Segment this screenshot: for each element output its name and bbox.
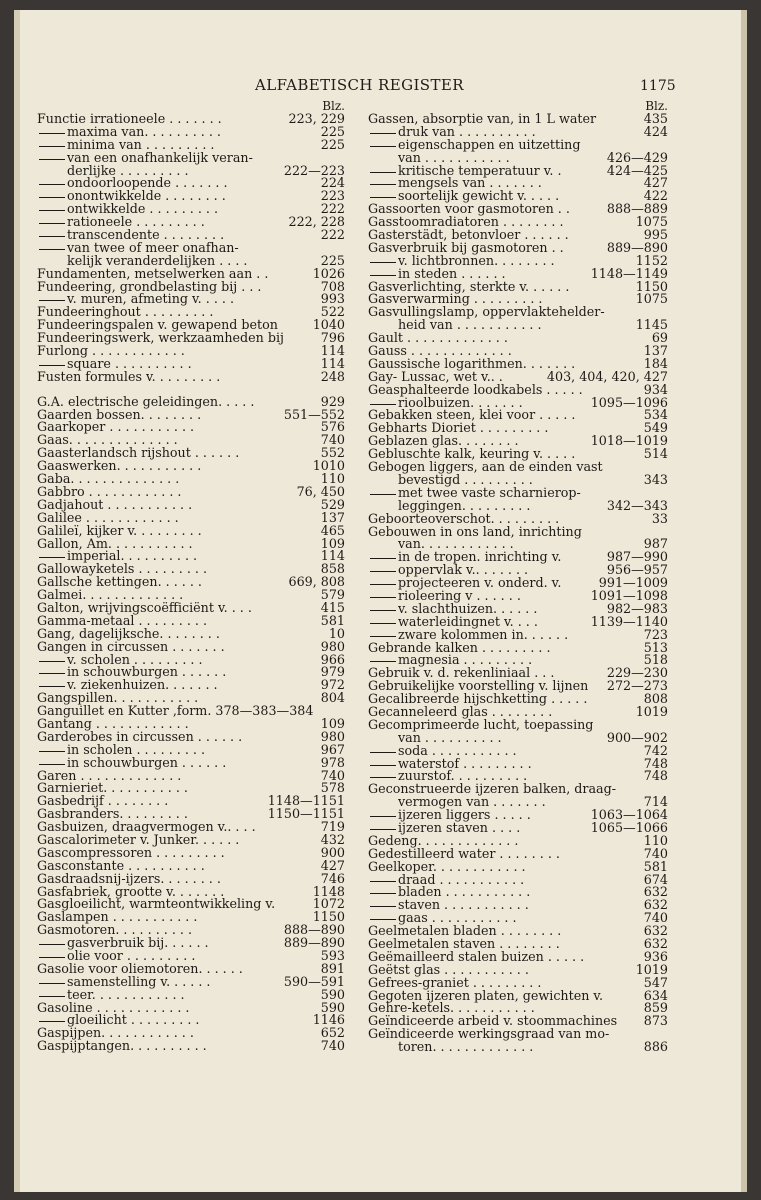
index-entry-text: Gauss . . . . . . . . . . . . . (368, 343, 512, 359)
index-entry-page: 652 (320, 1025, 345, 1041)
index-entry-text: met twee vaste scharnierop- (368, 487, 581, 500)
index-entry-page: 1145 (635, 317, 668, 333)
index-entry-page: 137 (643, 343, 668, 359)
index-entry-text: Fusten formules v. . . . . . . . . (37, 368, 221, 384)
index-entry-page: 534 (643, 407, 668, 423)
index-entry-page: 184 (643, 355, 668, 371)
index-entry-text: Galton, wrijvingscoëfficiënt v. . . . (37, 599, 252, 615)
index-entry-text: Geasphalteerde loodkabels . . . . . (368, 381, 583, 397)
index-entry-page: 1148 (312, 883, 345, 899)
index-entry-text: ijzeren staven . . . . (368, 822, 520, 835)
index-entry-text: Gedeng. . . . . . . . . . . . . (368, 832, 519, 848)
index-entry-page: 632 (643, 936, 668, 951)
index-entry-text: Gehre-ketels. . . . . . . . . . . (368, 1000, 535, 1016)
index-entry-text: Gabbro . . . . . . . . . . . . (37, 483, 182, 499)
index-entry-page: 708 (320, 278, 345, 294)
index-entry-text: in steden . . . . . . (368, 268, 506, 281)
index-entry-page: 427 (320, 857, 345, 873)
index-entry-page: 859 (643, 1000, 668, 1016)
index-entry-text: projecteeren v. onderd. v. (368, 577, 561, 590)
index-entry-text: Gaaswerken. . . . . . . . . . . (37, 458, 202, 474)
index-entry-text: Gasterstädt, betonvloer . . . . . . (368, 227, 569, 243)
index-entry-page: 987 (643, 536, 668, 552)
index-entry-page: 1150 (312, 909, 345, 925)
index-entry-text: Gadjahout . . . . . . . . . . . (37, 496, 193, 512)
index-entry-text: Gaba. . . . . . . . . . . . . . (37, 471, 180, 487)
index-entry-page: 547 (643, 974, 668, 990)
index-entry-text: Gassen, absorptie van, in 1 L water (368, 111, 597, 126)
index-entry-text: Gascalorimeter v. Junker. . . . . . (37, 831, 240, 847)
index-entry-text: v. slachthuizen. . . . . . (368, 603, 537, 616)
index-entry-page: 229—230 (606, 665, 668, 681)
index-entry-page: 900 (320, 844, 345, 860)
index-entry-page: 993 (320, 291, 345, 307)
index-entry-page: 76, 450 (296, 483, 345, 499)
index-entry-page: 980 (320, 638, 345, 654)
index-entry-text: Geëmailleerd stalen buizen . . . . . (368, 948, 585, 964)
index-entry-text: v. muren, afmeting v. . . . . (37, 293, 234, 306)
index-entry-text: Gasgloeilicht, warmteontwikkeling v. (37, 896, 276, 912)
index-entry-text: in schouwburgen . . . . . . (37, 757, 226, 770)
index-entry-page: 632 (643, 897, 668, 913)
index-entry-text: Fundeeringhout . . . . . . . . . (37, 304, 214, 320)
index-entry-page: 1019 (635, 961, 668, 977)
index-entry-text: maxima van. . . . . . . . . . (37, 126, 221, 139)
index-entry-text: Galilee . . . . . . . . . . . . (37, 509, 179, 525)
index-entry-text: transcendente . . . . . . . . (37, 229, 224, 242)
index-entry-text: olie voor . . . . . . . . . (37, 950, 195, 963)
index-entry-page: 549 (643, 420, 668, 436)
index-entry-page: 248 (320, 368, 345, 384)
index-entry-text: waterstof . . . . . . . . . (368, 758, 532, 771)
index-entry-text: Fundeeringspalen v. gewapend beton (37, 317, 278, 333)
index-entry-page: 796 (320, 330, 345, 346)
index-entry-page: 581 (643, 858, 668, 874)
index-entry-page: 225 (320, 252, 345, 268)
index-entry-text: Gasfabriek, grootte v. . . . . . . (37, 883, 225, 899)
index-entry-page: 1018—1019 (590, 433, 668, 449)
index-entry-page: 590 (320, 986, 345, 1002)
index-entry-text: Gallowayketels . . . . . . . . . (37, 561, 208, 577)
index-entry-page: 956—957 (606, 562, 668, 578)
index-entry-page: 740 (320, 767, 345, 783)
index-entry-text: Fundamenten, metselwerken aan . . (37, 265, 269, 281)
index-entry-text: Gaussische logarithmen. . . . . . . (368, 355, 576, 371)
index-entry-page: 110 (320, 471, 345, 487)
index-entry-text: derlijke . . . . . . . . . (67, 162, 189, 178)
index-entry-page: 1150—1151 (267, 806, 345, 822)
index-entry-text: Geconstrueerde ijzeren balken, draag- (368, 781, 617, 797)
index-entry-text: Gebogen liggers, aan de einden vast (368, 459, 603, 475)
index-entry-page: 900—902 (606, 729, 668, 745)
index-entry-text: bevestigd . . . . . . . . . (398, 471, 533, 487)
index-entry-page: 223 (320, 188, 345, 204)
index-entry-text: kelijk veranderdelijken . . . . (67, 252, 248, 268)
index-entry-page: 929 (320, 393, 345, 409)
index-entry-page: 522 (320, 304, 345, 320)
index-entry-text: Gasbranders. . . . . . . . . (37, 806, 188, 822)
index-entry-text: Gasoline . . . . . . . . . . . . (37, 999, 190, 1015)
index-entry-text: Garnieriet. . . . . . . . . . . (37, 780, 188, 796)
index-entry-text: toren. . . . . . . . . . . . . (398, 1039, 534, 1055)
index-entry (37, 368, 345, 384)
index-entry-text: Gasverbruik bij gasmotoren . . (368, 239, 564, 255)
index-entry-text: van twee of meer onafhan- (37, 242, 239, 255)
index-entry-page: 581 (320, 612, 345, 628)
index-entry-text: Gascompressoren . . . . . . . . . (37, 844, 225, 860)
blz-label-right: Blz. (645, 99, 668, 113)
index-entry-page: 632 (643, 884, 668, 900)
index-entry-text: oppervlak v.. . . . . . . (368, 564, 528, 577)
index-entry-page: 891 (320, 960, 345, 976)
index-entry-page: 674 (643, 871, 668, 887)
index-entry-text: Galmei. . . . . . . . . . . . . (37, 587, 184, 603)
index-entry-page: 978 (320, 754, 345, 770)
index-entry-text: Gecanneleerd glas . . . . . . . . (368, 703, 553, 719)
index-entry-page: 529 (320, 496, 345, 512)
index-entry-page: 590 (320, 999, 345, 1015)
index-entry-page: 1150 (635, 278, 668, 294)
index-entry-text: Gaas. . . . . . . . . . . . . . (37, 432, 178, 448)
index-entry-page: 723 (643, 626, 668, 642)
index-entry-page: 1075 (635, 291, 668, 307)
index-entry-page: 578 (320, 780, 345, 796)
index-entry-text: Gasdraadsnij-ijzers. . . . . . . . (37, 870, 221, 886)
index-entry-text: rationeele . . . . . . . . . (37, 216, 205, 229)
index-entry-text: Geïndiceerde arbeid v. stoommachines (368, 1013, 618, 1029)
index-entry-text: onontwikkelde . . . . . . . . (37, 190, 226, 203)
index-entry-page: 114 (320, 355, 345, 371)
index-entry-page: 424—425 (606, 162, 668, 178)
page-number: 1175 (640, 78, 676, 94)
index-entry-page: 804 (320, 690, 345, 706)
index-entry-page: 982—983 (606, 600, 668, 616)
index-entry-text: Gaslampen . . . . . . . . . . . (37, 909, 198, 925)
index-entry-text: Fundeering, grondbelasting bij . . . (37, 278, 262, 294)
index-entry-text: Gallsche kettingen. . . . . . (37, 574, 202, 590)
index-entry-page: 966 (320, 651, 345, 667)
index-entry-page: 435 (643, 111, 668, 126)
index-entry-text: gloeilicht . . . . . . . . . (37, 1014, 199, 1027)
index-entry-text: gaas . . . . . . . . . . . (368, 912, 517, 925)
index-entry-page: 669, 808 (288, 574, 345, 590)
index-entry-text: bladen . . . . . . . . . . . (368, 886, 530, 899)
index-entry-page: 225 (320, 136, 345, 152)
index-entry-text: samenstelling v. . . . . . (37, 976, 210, 989)
index-entry-page: 740 (320, 1038, 345, 1054)
index-entry-page: 1065—1066 (590, 819, 668, 835)
index-entry-page: 114 (320, 343, 345, 359)
index-entry-text: Gay- Lussac, wet v.. . (368, 368, 503, 384)
index-entry-text: Fundeeringswerk, werkzaamheden bij (37, 330, 284, 346)
index-entry-page: 808 (643, 691, 668, 707)
index-entry-text: Gebluschte kalk, keuring v. . . . . (368, 446, 576, 462)
blz-label-left: Blz. (322, 99, 345, 113)
index-entry-text: Gecalibreerde hijschketting . . . . . (368, 691, 588, 707)
index-entry-page: 1010 (312, 458, 345, 474)
index-entry-text: Gasverlichting, sterkte v. . . . . . (368, 278, 570, 294)
index-entry-text: Gaasterlandsch rijshout . . . . . . (37, 445, 240, 461)
index-column-left (37, 100, 345, 1053)
index-entry-page: 432 (320, 831, 345, 847)
index-entry-text: magnesia . . . . . . . . . (368, 654, 532, 667)
index-entry-text: druk van . . . . . . . . . . (368, 126, 536, 139)
index-entry-text: Gebrande kalken . . . . . . . . . (368, 639, 551, 655)
index-entry-page: 740 (643, 910, 668, 926)
index-entry-text: ijzeren liggers . . . . . (368, 809, 531, 822)
index-entry-text: van . . . . . . . . . . (398, 729, 502, 745)
index-entry-page: 343 (643, 471, 668, 487)
index-entry-page: 1095—1096 (590, 394, 668, 410)
index-list-left (37, 113, 345, 1053)
index-entry-page: 272—273 (606, 678, 668, 694)
index-entry-text: Gebruik v. d. rekenliniaal . . . (368, 665, 555, 681)
index-entry-page: 590—591 (283, 973, 345, 989)
index-entry-text: in de tropen. inrichting v. (368, 551, 561, 564)
index-entry-page: 109 (320, 715, 345, 731)
index-entry-text: Furlong . . . . . . . . . . . . (37, 343, 185, 359)
page-spine-shadow (14, 10, 20, 1192)
index-entry-page: 109 (320, 535, 345, 551)
index-entry-text: Gamma-metaal . . . . . . . . . (37, 612, 208, 628)
index-entry-text: Gefrees-graniet . . . . . . . . . (368, 974, 542, 990)
index-entry-text: Gangen in circussen . . . . . . . (37, 638, 225, 654)
index-entry-page: 742 (643, 742, 668, 758)
index-entry-page: 1072 (312, 896, 345, 912)
index-entry-page: 967 (320, 741, 345, 757)
index-entry-text: van een onafhankelijk veran- (37, 152, 253, 165)
index-entry-text: in schouwburgen . . . . . . (37, 666, 226, 679)
index-entry-text: Gallon, Am. . . . . . . . . . . (37, 535, 193, 551)
index-entry-text: v. lichtbronnen. . . . . . . . (368, 255, 555, 268)
index-entry-text: Galileï, kijker v. . . . . . . . . (37, 522, 202, 538)
index-entry-text: Garderobes in circussen . . . . . . (37, 728, 243, 744)
index-entry-page: 514 (643, 446, 668, 462)
index-entry-text: Geelkoper. . . . . . . . . . . . (368, 858, 526, 874)
index-entry-text: Gaarden bossen. . . . . . . . (37, 406, 202, 422)
index-entry-text: Gasstoomradiatoren . . . . . . . . (368, 214, 564, 230)
index-entry-text: Gasolie voor oliemotoren. . . . . . (37, 960, 243, 976)
index-entry-text: Gaarkoper . . . . . . . . . . . (37, 419, 195, 435)
index-entry-text: Gasbuizen, draagvermogen v.. . . . (37, 819, 256, 835)
index-entry-page: 422 (643, 188, 668, 204)
index-entry-page: 987—990 (606, 549, 668, 565)
index-entry-page: 1152 (635, 252, 668, 268)
index-entry-text: v. ziekenhuizen. . . . . . . (37, 679, 218, 692)
index-entry-page: 748 (643, 768, 668, 784)
index-entry-text: Gasvullingslamp, oppervlaktehelder- (368, 304, 605, 320)
index-entry-text: vermogen van . . . . . . . (398, 794, 546, 810)
index-entry-page: 991—1009 (598, 575, 668, 591)
index-entry-page: 1139—1140 (590, 613, 668, 629)
index-entry-page: 858 (320, 561, 345, 577)
index-entry-page: 995 (643, 227, 668, 243)
index-entry-page: 873 (643, 1013, 668, 1029)
index-entry-page: 69 (651, 330, 668, 346)
index-entry-page: 1063—1064 (590, 807, 668, 823)
index-entry-page: 518 (643, 652, 668, 668)
index-entry-page: 225 (320, 123, 345, 139)
index-entry-text: Gangspillen. . . . . . . . . . . (37, 690, 199, 706)
index-entry-text: van. . . . . . . . . . . . (398, 536, 514, 552)
index-entry-text: Gasmotoren. . . . . . . . . . (37, 922, 192, 938)
index-entry-text: staven . . . . . . . . . . . (368, 899, 529, 912)
index-entry-text: Gault . . . . . . . . . . . . . (368, 330, 508, 346)
index-entry-text: zware kolommen in. . . . . . (368, 629, 568, 642)
index-entry-text: waterleidingnet v. . . . (368, 616, 538, 629)
index-entry-text: draad . . . . . . . . . . . (368, 874, 524, 887)
index-entry-page: 10 (328, 625, 345, 641)
index-entry-text: Geblazen glas. . . . . . . . (368, 433, 519, 449)
index-entry-text: v. scholen . . . . . . . . . (37, 654, 203, 667)
index-entry-text: minima van . . . . . . . . . (37, 139, 214, 152)
index-entry-text: Geboorteoverschot. . . . . . . . . (368, 510, 560, 526)
index-entry-text: Gebruikelijke voorstelling v. lijnen (368, 678, 589, 694)
index-entry (368, 1041, 668, 1054)
index-entry-text: Geelmetalen staven . . . . . . . . (368, 936, 560, 951)
index-entry-page: 714 (643, 794, 668, 810)
index-entry-text: Gebharts Dioriet . . . . . . . . . (368, 420, 549, 436)
index-list-right (368, 113, 668, 1054)
index-entry-page: 426—429 (606, 149, 668, 165)
index-entry-text: G.A. electrische geleidingen. . . . . (37, 393, 255, 409)
index-entry-text: Gecomprimeerde lucht, toepassing (368, 716, 594, 732)
index-entry-text: Gang, dagelijksche. . . . . . . . (37, 625, 220, 641)
index-entry-text: heid van . . . . . . . . . . . (398, 317, 542, 333)
index-entry-page: 222, 228 (288, 214, 345, 230)
index-entry-page: 1026 (312, 265, 345, 281)
index-entry-text: van . . . . . . . . . . . (398, 149, 510, 165)
index-entry-text: Gantang . . . . . . . . . . . . (37, 715, 189, 731)
index-entry-page: 579 (320, 587, 345, 603)
index-entry-page: 936 (643, 948, 668, 964)
index-entry-text: Gasbedrijf . . . . . . . . (37, 793, 169, 809)
index-entry-page: 465 (320, 522, 345, 538)
index-entry-page: 222—223 (283, 162, 345, 178)
index-entry-page: 224 (320, 175, 345, 191)
index-entry-page: 934 (643, 381, 668, 397)
index-entry-page: 1146 (312, 1012, 345, 1028)
index-entry-page: 415 (320, 599, 345, 615)
index-entry-page: 551—552 (283, 406, 345, 422)
index-entry-page: 1148—1149 (590, 265, 668, 281)
index-entry-page: 980 (320, 728, 345, 744)
index-entry-text: ondoorloopende . . . . . . . (37, 177, 228, 190)
index-entry-page: 1075 (635, 214, 668, 230)
index-entry-text: square . . . . . . . . . . (37, 358, 192, 371)
index-entry-page: 222 (320, 201, 345, 217)
index-entry-text: Ganguillet en Kutter ,form. 378—383—384 (37, 703, 314, 719)
index-entry-text: Gedestilleerd water . . . . . . . . (368, 845, 560, 861)
index-entry-text: teer. . . . . . . . . . . . (37, 989, 185, 1002)
index-entry-text: leggingen. . . . . . . . . (398, 497, 531, 513)
index-column-right (368, 100, 668, 1054)
index-entry-page: 552 (320, 445, 345, 461)
index-entry-text: mengsels van . . . . . . . (368, 177, 542, 190)
index-entry-text: Gaspijpen. . . . . . . . . . . . (37, 1025, 194, 1041)
index-entry-page: 403, 404, 420, 427 (546, 368, 668, 384)
index-entry-text: Gebakken steen, klei voor . . . . . (368, 407, 576, 423)
index-entry-text: zuurstof. . . . . . . . . . (368, 770, 527, 783)
index-entry-page: 424 (643, 123, 668, 139)
index-entry-page: 889—890 (283, 935, 345, 951)
index-entry-page: 223, 229 (288, 111, 345, 126)
index-entry-text: Gassoorten voor gasmotoren . . (368, 201, 570, 217)
index-entry-text: rioleering v . . . . . . (368, 590, 521, 603)
index-entry-page: 1091—1098 (590, 587, 668, 603)
index-entry-page: 746 (320, 870, 345, 886)
page-header-title: ALFABETISCH REGISTER (255, 76, 464, 94)
index-entry-text: Gaspijptangen. . . . . . . . . . (37, 1038, 207, 1054)
index-entry-text: soda . . . . . . . . . . . (368, 745, 517, 758)
index-entry-page: 1148—1151 (267, 793, 345, 809)
index-entry-page: 33 (651, 510, 668, 526)
index-entry-text: Gasconstante . . . . . . . . . . (37, 857, 205, 873)
index-entry-page: 593 (320, 948, 345, 963)
index-entry-page: 342—343 (606, 497, 668, 513)
index-entry-page: 888—890 (283, 922, 345, 938)
index-entry-page: 513 (643, 639, 668, 655)
index-entry-text: soortelijk gewicht v. . . . . (368, 190, 559, 203)
index-entry-page: 1019 (635, 703, 668, 719)
index-entry-text: ontwikkelde . . . . . . . . . (37, 203, 218, 216)
index-entry-page: 719 (320, 819, 345, 835)
index-entry-page: 222 (320, 227, 345, 243)
index-entry-page: 634 (643, 987, 668, 1003)
index-entry-text: Geelmetalen bladen . . . . . . . . (368, 923, 562, 939)
index-entry (37, 1040, 345, 1053)
index-entry-page: 886 (643, 1039, 668, 1055)
index-entry-text: Gebouwen in ons land, inrichting (368, 523, 582, 539)
index-entry-text: Geïndiceerde werkingsgraad van mo- (368, 1026, 610, 1042)
index-entry-page: 114 (320, 548, 345, 564)
index-entry-page: 979 (320, 664, 345, 680)
index-entry-text: rioolbuizen. . . . . . . (368, 397, 523, 410)
index-entry-page: 740 (320, 432, 345, 448)
index-entry-text: eigenschappen en uitzetting (368, 139, 580, 152)
index-entry-page: 740 (643, 845, 668, 861)
index-entry-text: Functie irrationeele . . . . . . . (37, 111, 222, 126)
index-entry-text: Garen . . . . . . . . . . . . . (37, 767, 182, 783)
index-entry-text: Gasverwarming . . . . . . . . . (368, 291, 543, 307)
index-entry-page: 137 (320, 509, 345, 525)
index-entry-page: 972 (320, 677, 345, 693)
index-entry-page: 427 (643, 175, 668, 191)
index-entry-page: 576 (320, 419, 345, 435)
index-entry-page: 888—889 (606, 201, 668, 217)
index-entry-text: in scholen . . . . . . . . . (37, 744, 205, 757)
index-entry-text: Geëtst glas . . . . . . . . . . . (368, 961, 529, 977)
index-entry-text: gasverbruik bij. . . . . . (37, 937, 209, 950)
index-entry-page: 1040 (312, 317, 345, 333)
index-entry-page: 110 (643, 832, 668, 848)
index-entry-text: Gegoten ijzeren platen, gewichten v. (368, 987, 604, 1003)
index-entry-page: 748 (643, 755, 668, 771)
index-entry-page: 889—890 (606, 239, 668, 255)
index-entry-text: imperial. . . . . . . . . . (37, 550, 197, 563)
index-entry-page: 632 (643, 923, 668, 939)
index-entry-text: kritische temperatuur v. . (368, 165, 562, 178)
